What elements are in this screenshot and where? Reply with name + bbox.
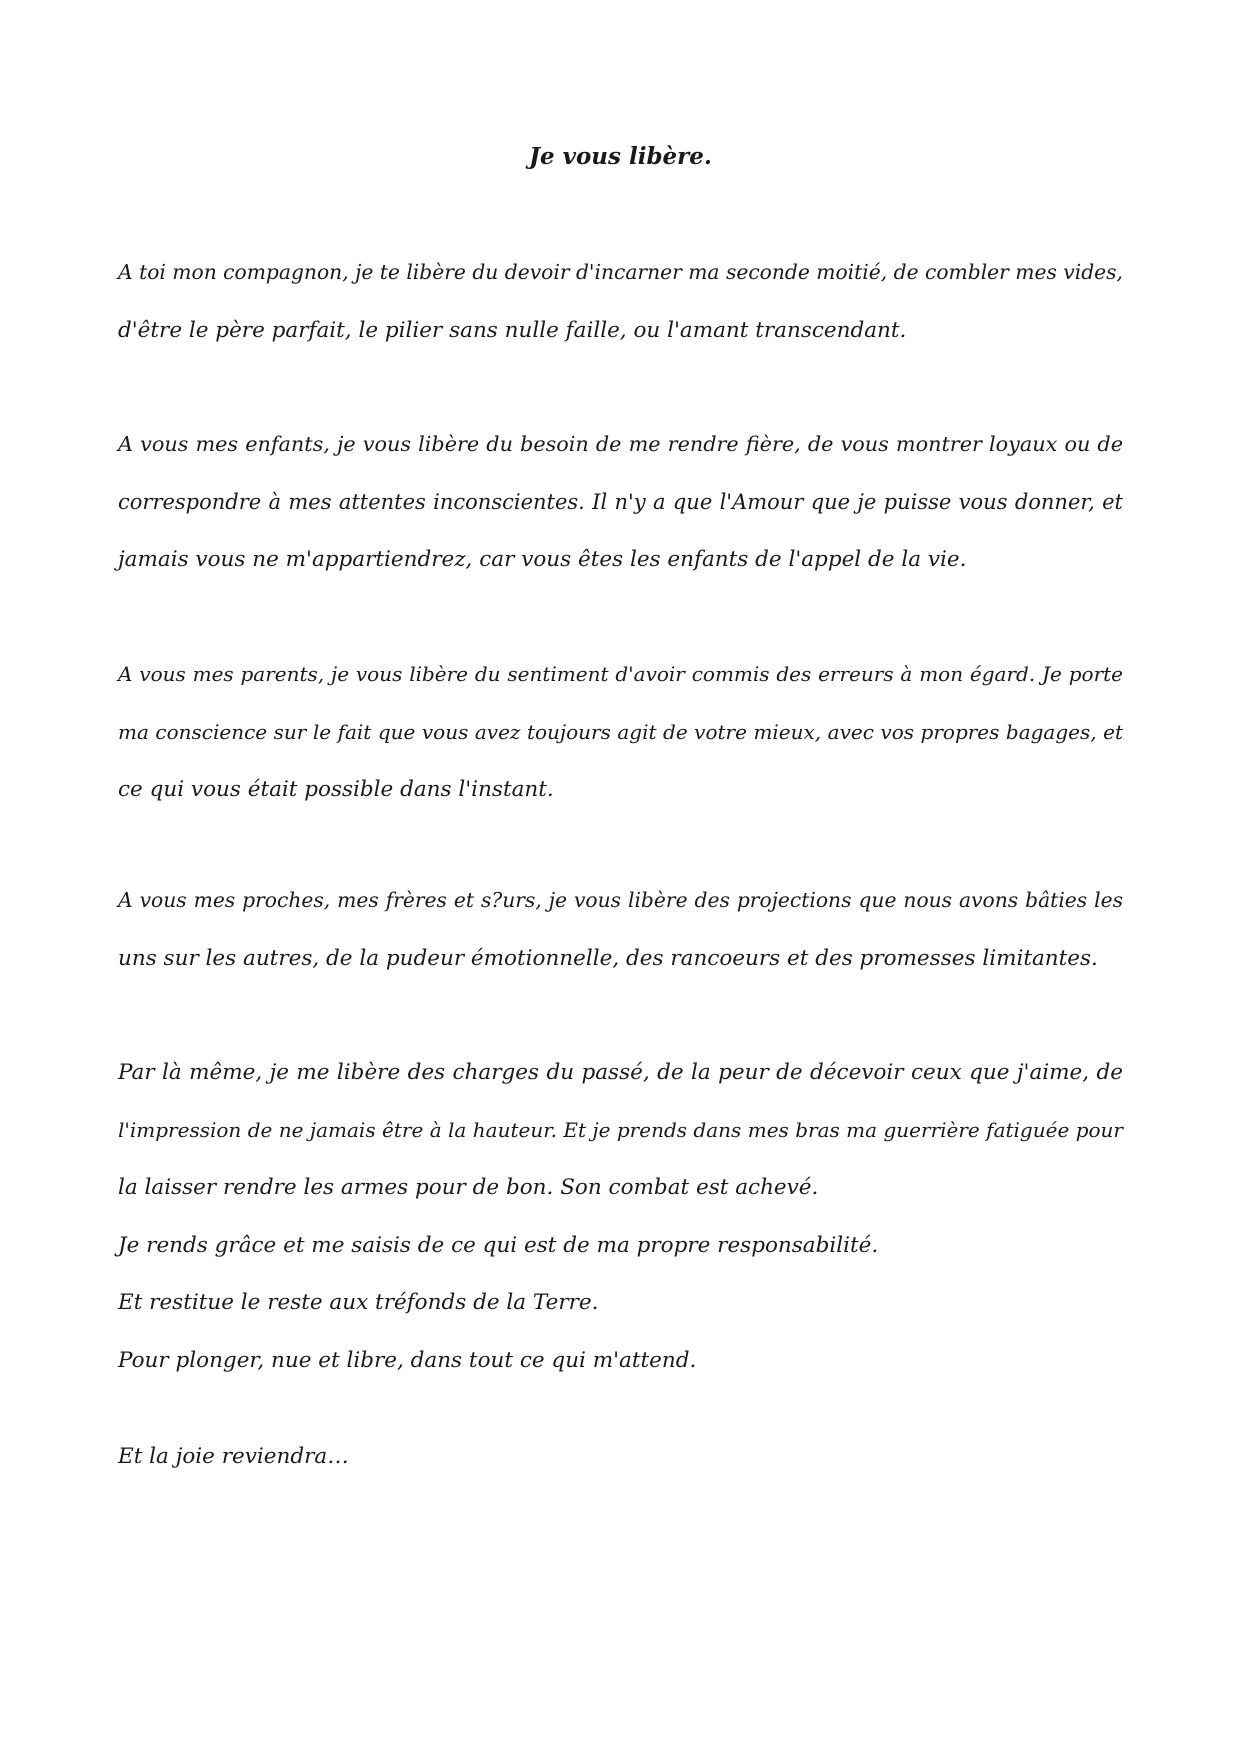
paragraph-line: correspondre à mes attentes inconscientes. Il n'y a que l'Amour que je puisse vous donner, et [118,489,1123,514]
paragraph-line: A toi mon compagnon, je te libère du devoir d'incarner ma seconde moitié, de combler mes vides, [118,260,1123,284]
paragraph-parents [118,646,1123,819]
paragraph-line: ce qui vous était possible dans l'instant. [118,777,554,802]
paragraph-line: l'impression de ne jamais être à la hauteur. Et je prends dans mes bras ma guerrière fatiguée pour [118,1117,1123,1142]
paragraph-line: d'être le père parfait, le pilier sans nulle faille, ou l'amant transcendant. [118,317,907,343]
paragraph-line: Pour plonger, nue et libre, dans tout ce qui m'attend. [118,1347,697,1373]
paragraph-line: A vous mes parents, je vous libère du sentiment d'avoir commis des erreurs à mon égard. Je porte [118,662,1123,686]
paragraph-line: Je rends grâce et me saisis de ce qui est de ma propre responsabilité. [118,1232,879,1258]
paragraph-compagnon [118,244,1123,359]
closing-line: Et la joie reviendra… [118,1444,349,1469]
paragraph-line: ma conscience sur le fait que vous avez toujours agit de votre mieux, avec vos propres bagages, et [118,719,1123,744]
paragraph-line: A vous mes proches, mes frères et s?urs, je vous libère des projections que nous avons bâties les [118,888,1123,912]
paragraph-enfants [118,416,1123,589]
paragraph-line: la laisser rendre les armes pour de bon. Son combat est achevé. [118,1175,819,1200]
paragraph-line: Et restitue le reste aux tréfonds de la Terre. [118,1290,599,1315]
paragraph-moi-meme [118,1044,1123,1389]
paragraph-line: jamais vous ne m'appartiendrez, car vous êtes les enfants de l'appel de la vie. [118,547,967,572]
paragraph-line: A vous mes enfants, je vous libère du besoin de me rendre fière, de vous montrer loyaux ou de [118,432,1123,456]
paragraph-proches [118,872,1123,987]
paragraph-line: Par là même, je me libère des charges du passé, de la peur de décevoir ceux que j'aime, de [118,1060,1123,1085]
document-title: Je vous libère. [529,143,712,170]
paragraph-line: uns sur les autres, de la pudeur émotionnelle, des rancoeurs et des promesses limitantes. [118,945,1098,971]
